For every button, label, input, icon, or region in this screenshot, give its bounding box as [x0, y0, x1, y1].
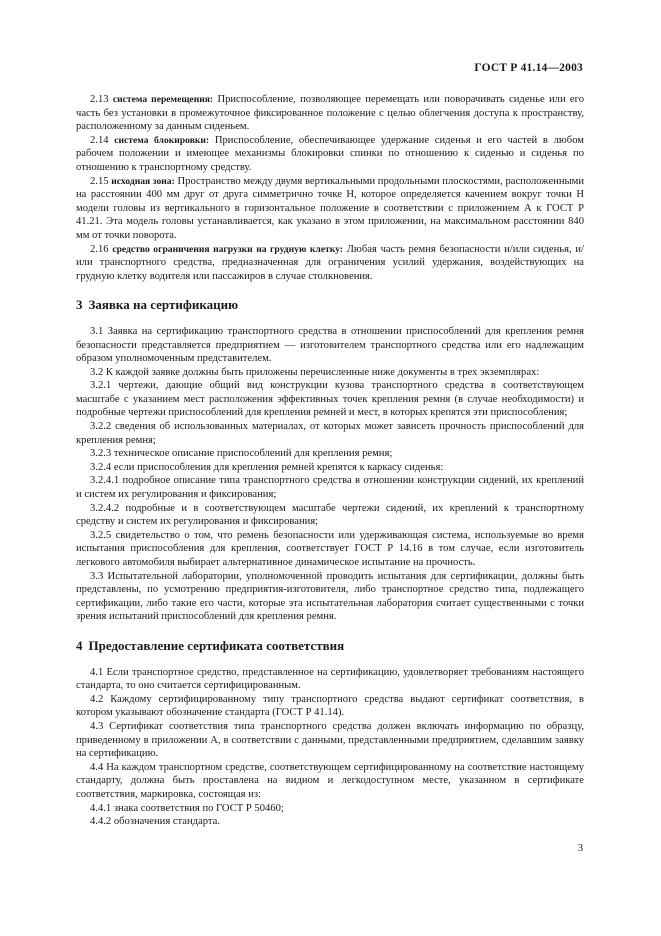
term: средство ограничения нагрузки на грудную клетку:	[112, 243, 343, 255]
document-header: ГОСТ Р 41.14—2003	[474, 62, 583, 74]
page-body	[76, 93, 584, 829]
term: система блокировки:	[114, 134, 210, 146]
definition-2-15: 2.15 исходная зона: Пространство между двумя вертикальными продольными плоскостями, расположенными на расстоянии 400 мм друг от друга симметрично точке H, которое определяется качением вокруг точки H модели головы из вертикального в горизонтальное положение в соответствии с приложением А к ГОСТ Р 41.21. Эта модель головы устанавливается, как указано в этом приложении, на максимальном расстоянии 840 мм от точки поворота.	[76, 175, 585, 241]
section-heading: 4 Предоставление сертификата соответствия	[76, 637, 345, 653]
paragraph: 3.3 Испытательной лаборатории, уполномоченной проводить испытания для сертификации, должны быть представлены, по усмотрению предприятия-изготовителя, либо транспортное средство типа, подлежащего сертификации, либо такие его части, которые эта испытательная лаборатория считает существенными с точки зрения испытаний приспособлений для крепления ремня.	[76, 570, 584, 623]
page-number: 3	[577, 843, 583, 854]
paragraph: 4.4 На каждом транспортном средстве, соответствующем сертифицированному на соответствие настоящему стандарту, должна быть проставлена на видном и легкодоступном месте, указанном в сертификате соответствия, маркировка, состоящая из:	[76, 761, 584, 800]
paragraph: 4.3 Сертификат соответствия типа транспортного средства должен включать информацию по образцу, приведенному в приложении А, в соответствии с данными, представленными предприятием, сделавшим заявку на сертификацию.	[76, 720, 584, 760]
definition-2-13: 2.13 система перемещения: Приспособление, позволяющее перемещать или поворачивать сиденье или его часть без установки в промежуточное фиксированное положение с целью облегчения доступа к пространству, расположенному за данным сиденьем.	[76, 94, 584, 133]
paragraph: 3.2.3 техническое описание приспособлений для крепления ремня;	[90, 448, 393, 460]
section-heading: 3 Заявка на сертификацию	[76, 297, 239, 313]
paragraph: 4.2 Каждому сертифицированному типу транспортного средства выдают сертификат соответствия, в котором указывают обозначение стандарта (ГОСТ Р 41.14).	[76, 693, 584, 719]
definition-2-16: 2.16 средство ограничения нагрузки на грудную клетку: Любая часть ремня безопасности и/или сиденья, и/или транспортного средства, предназначенная для ограничения усилий удержания, воздействующих на грудную клетку водителя или пассажиров в случае столкновения.	[76, 243, 584, 282]
paragraph: 3.1 Заявка на сертификацию транспортного средства в отношении приспособлений для крепления ремня безопасности представляется предприятием — изготовителем транспортного средства или его надлежащим образом уполномоченным представителем.	[76, 325, 584, 365]
term: система перемещения:	[112, 94, 214, 105]
paragraph: 4.4.1 знака соответствия по ГОСТ Р 50460;	[90, 802, 284, 814]
paragraph: 4.4.2 обозначения стандарта.	[90, 816, 221, 828]
paragraph: 3.2.4.1 подробное описание типа транспортного средства в отношении конструкции сидений, их креплений и систем их регулирования и фиксирования;	[76, 475, 584, 501]
paragraph: 4.1 Если транспортное средство, представленное на сертификацию, удовлетворяет требованиям настоящего стандарта, то оно считается сертифицированным.	[76, 666, 584, 692]
paragraph: 3.2.1 чертежи, дающие общий вид конструкции кузова транспортного средства в соответствующем масштабе с указанием мест расположения эффективных точек крепления ремня (в случае необходимости) и подробные чертежи приспособлений для крепления ремней и мест, в которых крепятся эти приспособления;	[76, 380, 584, 419]
paragraph: 3.2.4 если приспособления для крепления ремней крепятся к каркасу сиденья:	[90, 461, 444, 473]
definition-2-14: 2.14 система блокировки: Приспособление, обеспечивающее удержание сиденья и его частей в любом рабочем положении и имеющее механизмы блокировки спинки по отношению к сиденью и сиденья по отношению к транспортному средству.	[76, 134, 584, 173]
paragraph: 3.2.5 свидетельство о том, что ремень безопасности или удерживающая система, используемые во время испытания приспособления для крепления, соответствует ГОСТ Р 14.16 в том случае, если изготовитель легкового автомобиля выбирает альтернативное динамическое испытание на прочность.	[76, 529, 584, 568]
paragraph: 3.2 К каждой заявке должны быть приложены перечисленные ниже документы в трех экземплярах:	[90, 366, 540, 378]
term: исходная зона:	[111, 175, 175, 187]
paragraph: 3.2.2 сведения об использованных материалах, от которых может зависеть прочность приспособлений для крепления ремня;	[76, 421, 584, 446]
paragraph: 3.2.4.2 подробные и в соответствующем масштабе чертежи сидений, их креплений к транспортному средству и систем их регулирования и фиксирования;	[76, 502, 584, 528]
